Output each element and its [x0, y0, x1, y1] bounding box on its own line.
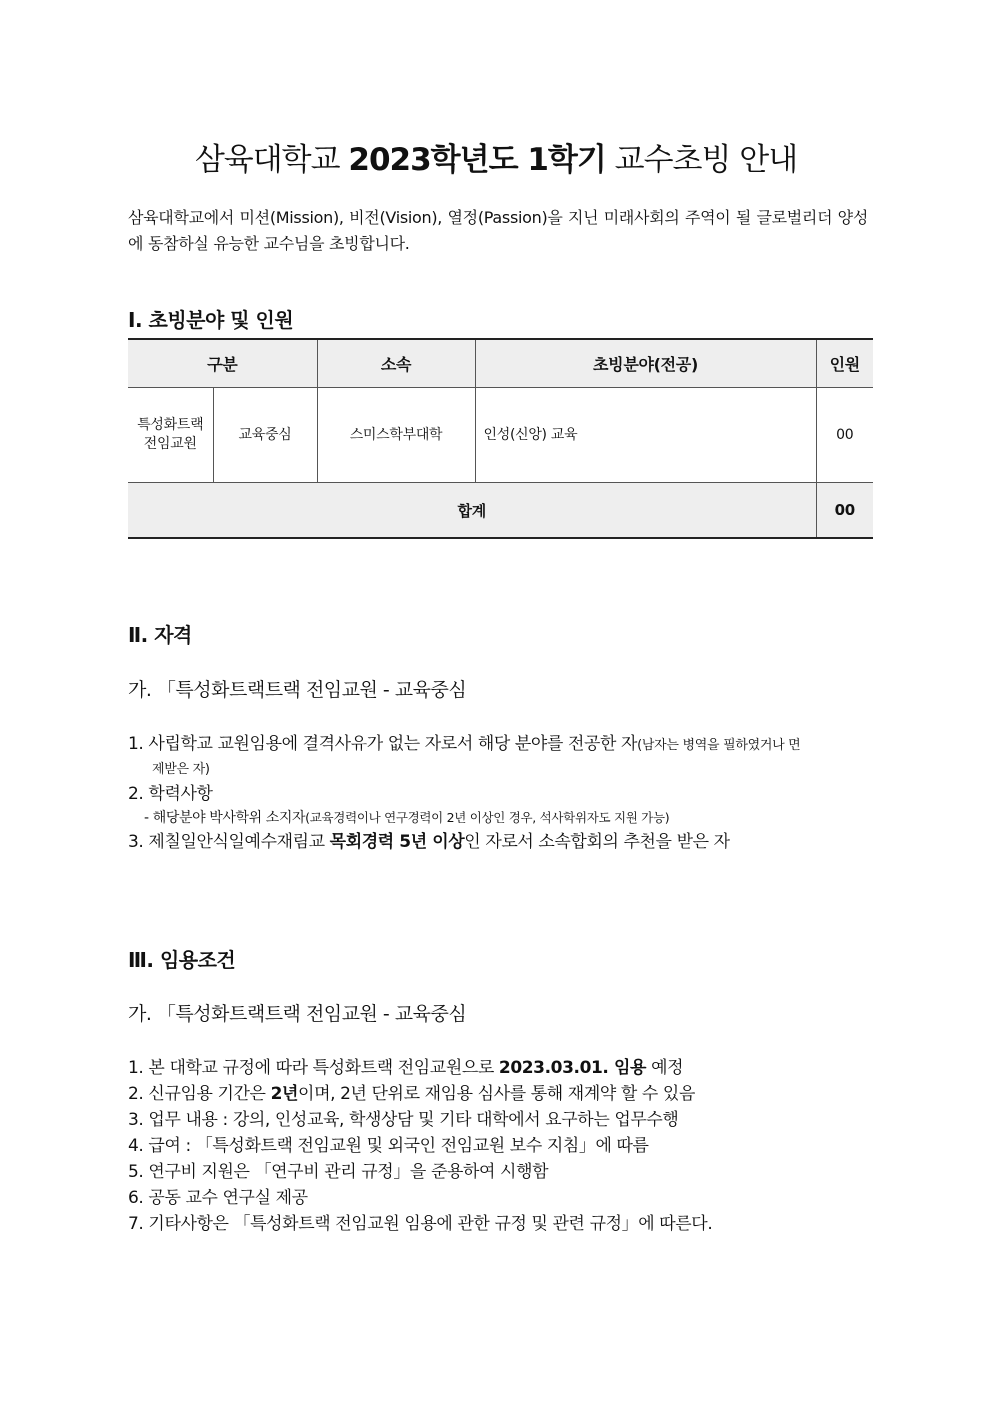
section3-heading: Ⅲ. 임용조건 [128, 948, 236, 972]
table-header-row [128, 339, 873, 388]
recruitment-table [128, 338, 873, 539]
list-item: 7. 기타사항은 「특성화트랙 전임교원 임용에 관한 규정 및 관련 규정」에 따른다. [128, 1214, 713, 1234]
list-item: 4. 급여 : 「특성화트랙 전임교원 및 외국인 전임교원 보수 지침」에 따름 [128, 1136, 649, 1156]
list-item: 1. 본 대학교 규정에 따라 특성화트랙 전임교원으로 2023.03.01. 임용 예정 [128, 1058, 684, 1078]
section3-subheading: 가. 「특성화트랙트랙 전임교원 - 교육중심 [128, 1003, 467, 1025]
list-item: 3. 제칠일안식일예수재림교 목회경력 5년 이상인 자로서 소속합회의 추천을 받은 자 [128, 832, 730, 852]
list-item: 2. 학력사항 [128, 784, 213, 804]
title-bold: 2023학년도 1학기 [348, 142, 606, 178]
table-total-row [128, 483, 873, 539]
list-item: 3. 업무 내용 : 강의, 인성교육, 학생상담 및 기타 대학에서 요구하는 업무수행 [128, 1110, 679, 1130]
list-subitem: - 해당분야 박사학위 소지자(교육경력이나 연구경력이 2년 이상인 경우, 석사학위자도 지원 가능) [144, 810, 670, 826]
intro-paragraph: 삼육대학교에서 미션(Mission), 비전(Vision), 열정(Passion)을 지닌 미래사회의 주역이 될 글로벌리더 양성에 동참하실 유능한 교수님을 초빙합니다. [128, 208, 868, 253]
cell-field: 인성(신앙) 교육 [475, 388, 816, 483]
total-count: 00 [816, 483, 873, 539]
list-item: 6. 공동 교수 연구실 제공 [128, 1188, 308, 1208]
header-field: 초빙분야(전공) [475, 339, 816, 388]
header-count: 인원 [816, 339, 873, 388]
conditions-list [128, 1055, 873, 1237]
title-suffix: 교수초빙 안내 [605, 142, 798, 178]
header-category: 구분 [128, 339, 317, 388]
table-row [128, 388, 873, 483]
list-item-continuation: 제받은 자) [152, 762, 210, 777]
title-prefix: 삼육대학교 [194, 142, 349, 178]
section1-heading: Ⅰ. 초빙분야 및 인원 [128, 308, 294, 332]
cell-affiliation: 스미스학부대학 [317, 388, 475, 483]
list-item: 2. 신규임용 기간은 2년이며, 2년 단위로 재임용 심사를 통해 재계약 할 수 있음 [128, 1084, 695, 1104]
section2-heading: Ⅱ. 자격 [128, 623, 192, 647]
list-item: 1. 사립학교 교원임용에 결격사유가 없는 자로서 해당 분야를 전공한 자(남자는 병역을 필하였거나 면 [128, 734, 801, 754]
qualification-list [128, 731, 873, 855]
total-label: 합계 [128, 483, 816, 539]
cell-category: 특성화트랙 전임교원 [128, 388, 213, 483]
cell-type: 교육중심 [213, 388, 317, 483]
section2-subheading: 가. 「특성화트랙트랙 전임교원 - 교육중심 [128, 679, 467, 701]
cell-count: 00 [816, 388, 873, 483]
page-title [0, 138, 992, 182]
list-item: 5. 연구비 지원은 「연구비 관리 규정」을 준용하여 시행함 [128, 1162, 549, 1182]
header-affiliation: 소속 [317, 339, 475, 388]
